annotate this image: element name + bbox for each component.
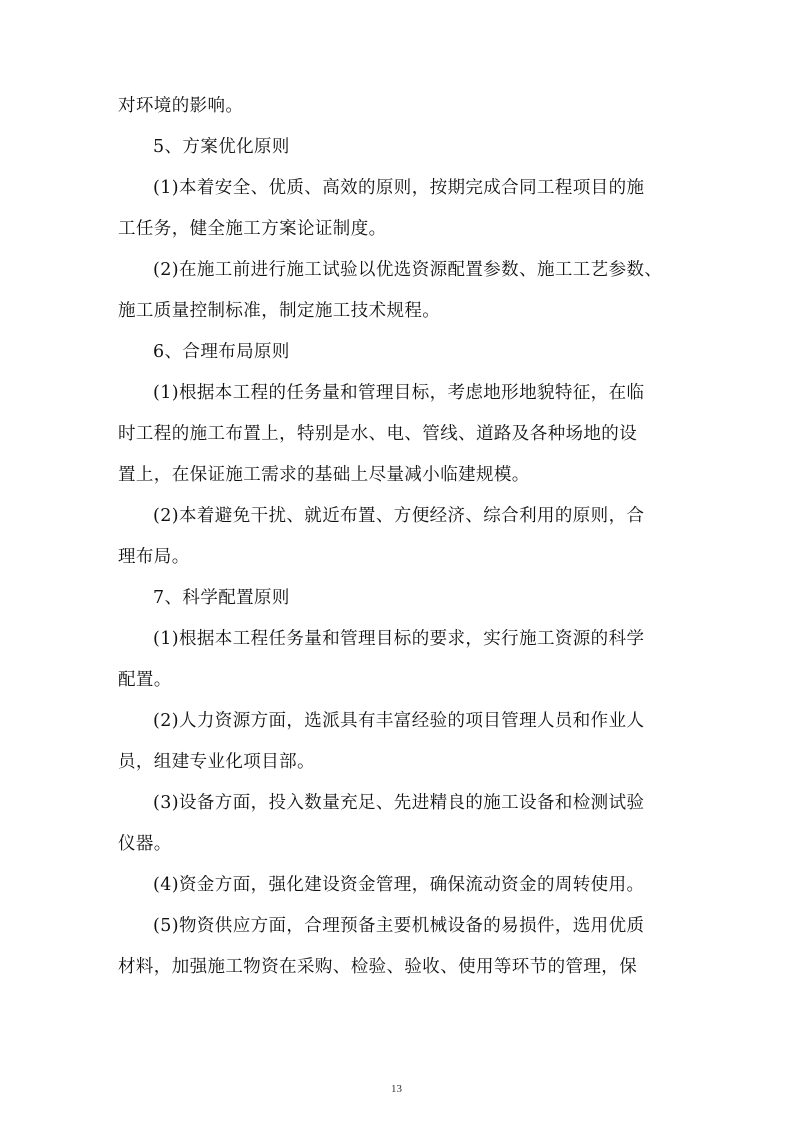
paragraph-line: 工任务，健全施工方案论证制度。 (118, 219, 387, 239)
paragraph-line: 材料，加强施工物资在采购、检验、验收、使用等环节的管理，保 (118, 957, 638, 977)
section-heading-5: 5、方案优化原则 (153, 137, 290, 157)
paragraph-line: (3)设备方面，投入数量充足、先进精良的施工设备和检测试验 (153, 793, 645, 813)
paragraph-line: (1)本着安全、优质、高效的原则，按期完成合同工程项目的施 (153, 178, 645, 198)
paragraph-line: 置上，在保证施工需求的基础上尽量减小临建规模。 (118, 465, 530, 485)
paragraph-line: (2)本着避免干扰、就近布置、方便经济、综合利用的原则，合 (153, 506, 645, 526)
paragraph-line: 员，组建专业化项目部。 (118, 752, 315, 772)
paragraph-line: 施工质量控制标准，制定施工技术规程。 (118, 301, 441, 321)
paragraph-line: (5)物资供应方面，合理预备主要机械设备的易损件，选用优质 (153, 916, 645, 936)
paragraph-line: 理布局。 (118, 547, 190, 567)
paragraph-line: (2)人力资源方面，选派具有丰富经验的项目管理人员和作业人 (153, 711, 645, 731)
paragraph-line: (2)在施工前进行施工试验以优选资源配置参数、施工工艺参数、 (153, 260, 663, 280)
body-text (118, 86, 674, 988)
page-number: 13 (391, 1083, 402, 1095)
section-heading-7: 7、科学配置原则 (153, 588, 290, 608)
paragraph-line: (1)根据本工程任务量和管理目标的要求，实行施工资源的科学 (153, 629, 645, 649)
paragraph-line: (1)根据本工程的任务量和管理目标，考虑地形地貌特征，在临 (153, 383, 645, 403)
paragraph-line: 时工程的施工布置上，特别是水、电、管线、道路及各种场地的设 (118, 424, 638, 444)
paragraph-line: (4)资金方面，强化建设资金管理，确保流动资金的周转使用。 (153, 875, 645, 895)
paragraph-line: 配置。 (118, 670, 172, 690)
paragraph-line: 对环境的影响。 (118, 96, 244, 116)
paragraph-line: 仪器。 (118, 834, 172, 854)
section-heading-6: 6、合理布局原则 (153, 342, 290, 362)
